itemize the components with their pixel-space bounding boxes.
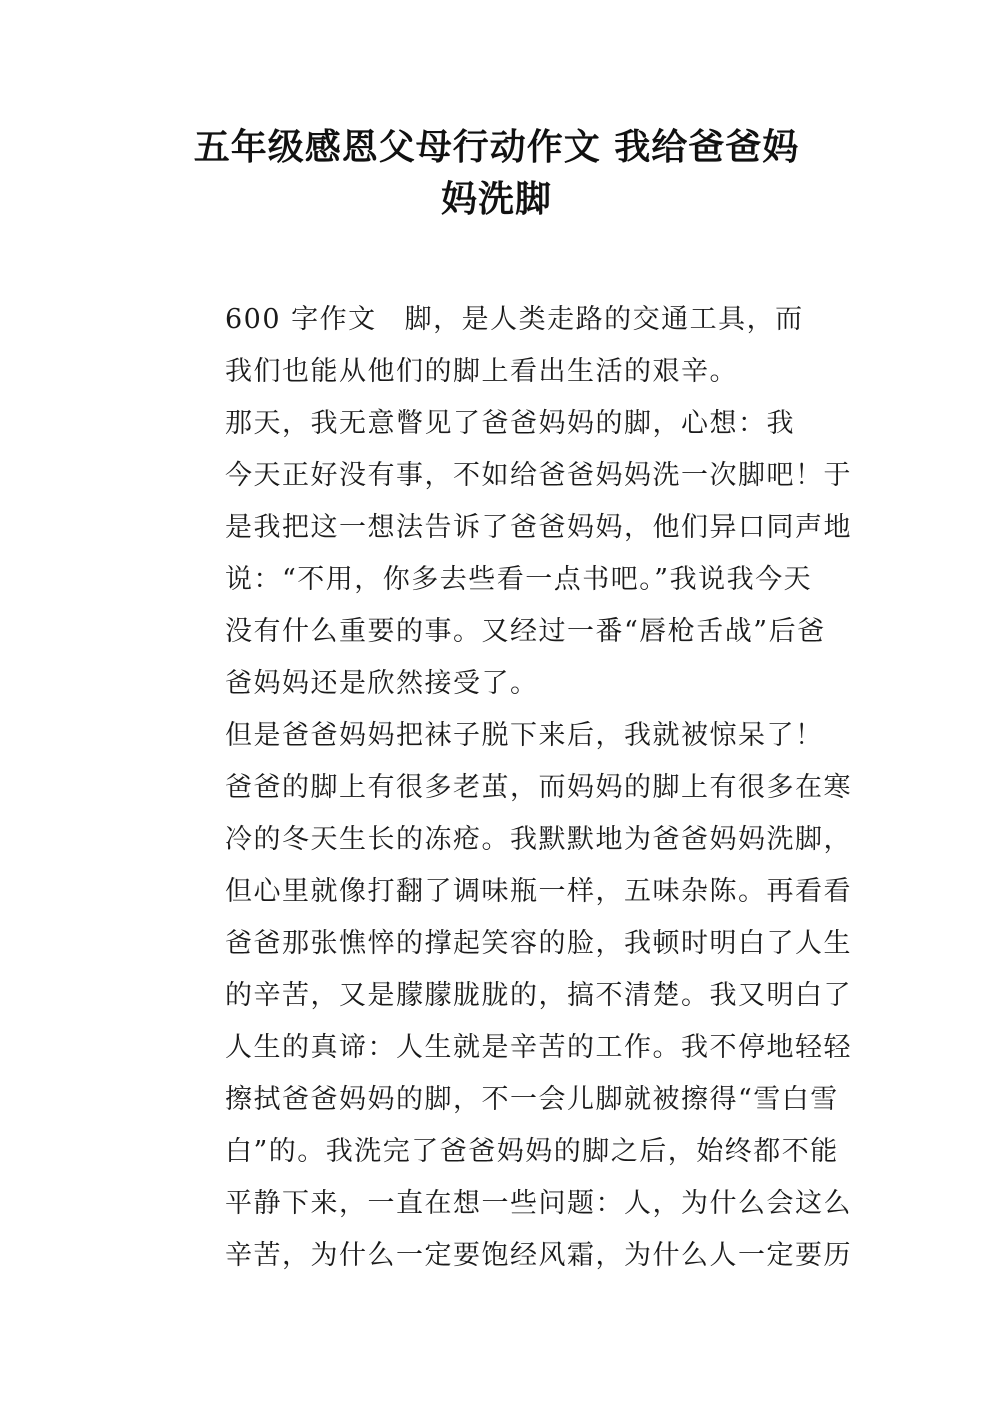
paragraph-line: 冷的冬天生长的冻疮。我默默地为爸爸妈妈洗脚， bbox=[225, 824, 852, 855]
paragraph-line: 爸妈妈还是欣然接受了。 bbox=[225, 668, 539, 699]
paragraph-line: 人生的真谛：人生就是辛苦的工作。我不停地轻轻 bbox=[225, 1032, 852, 1063]
paragraph-line: 我们也能从他们的脚上看出生活的艰辛。 bbox=[225, 356, 738, 387]
paragraph-line: 但心里就像打翻了调味瓶一样，五味杂陈。再看看 bbox=[225, 876, 852, 907]
paragraph-line: 是我把这一想法告诉了爸爸妈妈，他们异口同声地 bbox=[225, 512, 852, 543]
paragraph-line: 那天，我无意瞥见了爸爸妈妈的脚，心想：我 bbox=[225, 408, 795, 439]
paragraph-line: 擦拭爸爸妈妈的脚，不一会儿脚就被擦得“雪白雪 bbox=[225, 1084, 839, 1115]
paragraph-3 bbox=[165, 710, 852, 1282]
paragraph-line: 白”的。我洗完了爸爸妈妈的脚之后，始终都不能 bbox=[225, 1136, 839, 1167]
category-label: 600 字作文 bbox=[225, 304, 377, 335]
essay-body bbox=[165, 294, 852, 1282]
document-title bbox=[140, 122, 853, 226]
paragraph-1 bbox=[165, 294, 835, 398]
paragraph-2 bbox=[165, 398, 852, 710]
paragraph-line: 但是爸爸妈妈把袜子脱下来后，我就被惊呆了！ bbox=[225, 720, 824, 751]
paragraph-line: 的辛苦，又是朦朦胧胧的，搞不清楚。我又明白了 bbox=[225, 980, 852, 1011]
paragraph-line: 今天正好没有事，不如给爸爸妈妈洗一次脚吧！于 bbox=[225, 460, 852, 491]
title-line-2: 妈洗脚 bbox=[440, 179, 552, 220]
paragraph-line: 说：“不用，你多去些看一点书吧。”我说我今天 bbox=[225, 564, 813, 595]
title-line-1: 五年级感恩父母行动作文 我给爸爸妈 bbox=[193, 127, 800, 168]
paragraph-line bbox=[165, 294, 835, 346]
paragraph-line: 爸爸的脚上有很多老茧，而妈妈的脚上有很多在寒 bbox=[225, 772, 852, 803]
paragraph-line: 辛苦，为什么一定要饱经风霜，为什么人一定要历 bbox=[225, 1240, 852, 1271]
paragraph-line: 平静下来，一直在想一些问题：人，为什么会这么 bbox=[225, 1188, 852, 1219]
paragraph-line: 爸爸那张憔悴的撑起笑容的脸，我顿时明白了人生 bbox=[225, 928, 852, 959]
paragraph-text: 脚，是人类走路的交通工具，而 bbox=[404, 304, 804, 335]
paragraph-line: 没有什么重要的事。又经过一番“唇枪舌战”后爸 bbox=[225, 616, 826, 647]
